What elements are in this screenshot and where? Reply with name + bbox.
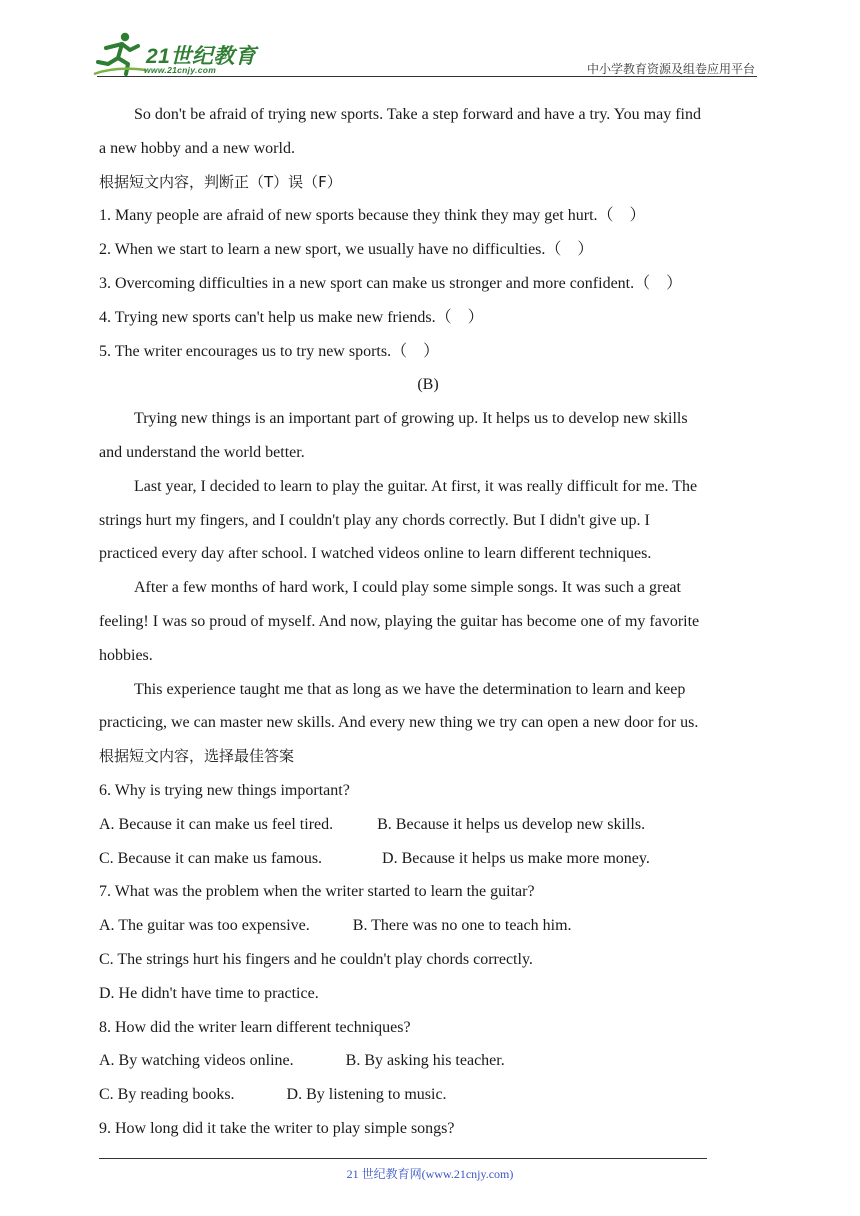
paragraph-line: feeling! I was so proud of myself. And now, playing the guitar has become one of my favorite (99, 612, 700, 630)
page-header (0, 0, 860, 80)
paragraph-line: This experience taught me that as long as we have the determination to learn and keep (134, 680, 686, 698)
option-c: C. The strings hurt his fingers and he couldn't play chords correctly. (99, 950, 533, 968)
footer-divider (99, 1158, 707, 1159)
mc-question: 7. What was the problem when the writer started to learn the guitar? (99, 883, 535, 901)
mc-question: 9. How long did it take the writer to play simple songs? (99, 1119, 455, 1137)
mc-options-row (99, 808, 757, 842)
mc-options-row (99, 1044, 757, 1078)
option-b: B. By asking his teacher. (345, 1052, 505, 1070)
option-d: D. He didn't have time to practice. (99, 984, 319, 1002)
document-body (99, 98, 757, 1146)
logo-text: 21世纪教育 (146, 45, 257, 68)
option-b: B. There was no one to teach him. (352, 917, 572, 935)
paragraph-line: After a few months of hard work, I could play some simple songs. It was such a great (134, 579, 681, 597)
paragraph-line: practiced every day after school. I watched videos online to learn different techniques. (99, 545, 652, 563)
logo-url: www.21cnjy.com (144, 65, 217, 75)
paragraph-line: hobbies. (99, 646, 153, 664)
instruction-true-false: 根据短文内容，判断正（T）误（F） (99, 172, 342, 191)
option-d: D. Because it helps us make more money. (382, 849, 650, 867)
mc-options-row (99, 1078, 757, 1112)
paragraph-line: So don't be afraid of trying new sports. Take a step forward and have a try. You may find (134, 106, 701, 123)
runner-logo-icon (92, 30, 148, 78)
paragraph-line: practicing, we can master new skills. And every new thing we try can open a new door for us. (99, 714, 699, 732)
tf-question: 2. When we start to learn a new sport, we usually have no difficulties.（ ） (99, 241, 594, 259)
mc-question: 6. Why is trying new things important? (99, 781, 350, 799)
paragraph-line: strings hurt my fingers, and I couldn't play any chords correctly. But I didn't give up. I (99, 511, 650, 529)
header-divider (97, 76, 757, 77)
option-a: A. Because it can make us feel tired. (99, 815, 334, 833)
option-a: A. By watching videos online. (99, 1052, 294, 1070)
tf-question: 3. Overcoming difficulties in a new sport can make us stronger and more confident.（ ） (99, 274, 683, 292)
paragraph-line: a new hobby and a new world. (99, 139, 295, 157)
paragraph-line: Trying new things is an important part of growing up. It helps us to develop new skills (134, 410, 688, 428)
page-footer[interactable]: 21 世纪教育网(www.21cnjy.com) (346, 1167, 514, 1181)
paragraph-line: Last year, I decided to learn to play the guitar. At first, it was really difficult for me. The (134, 477, 698, 495)
paragraph-line: and understand the world better. (99, 443, 305, 461)
mc-options-row (99, 909, 757, 943)
option-a: A. The guitar was too expensive. (99, 917, 310, 935)
option-d: D. By listening to music. (286, 1086, 447, 1104)
mc-question: 8. How did the writer learn different techniques? (99, 1018, 411, 1036)
option-c: C. Because it can make us famous. (99, 849, 323, 867)
option-c: C. By reading books. (99, 1086, 235, 1104)
instruction-multiple-choice: 根据短文内容，选择最佳答案 (99, 747, 295, 766)
site-logo[interactable] (92, 30, 262, 80)
tf-question: 4. Trying new sports can't help us make new friends.（ ） (99, 308, 484, 326)
option-b: B. Because it helps us develop new skills. (377, 815, 646, 833)
mc-options-row (99, 842, 757, 876)
tf-question: 5. The writer encourages us to try new sports.（ ） (99, 342, 440, 360)
tf-question: 1. Many people are afraid of new sports because they think they may get hurt.（ ） (99, 207, 646, 225)
header-platform-text: 中小学教育资源及组卷应用平台 (586, 62, 755, 76)
section-b-title: (B) (417, 376, 439, 394)
